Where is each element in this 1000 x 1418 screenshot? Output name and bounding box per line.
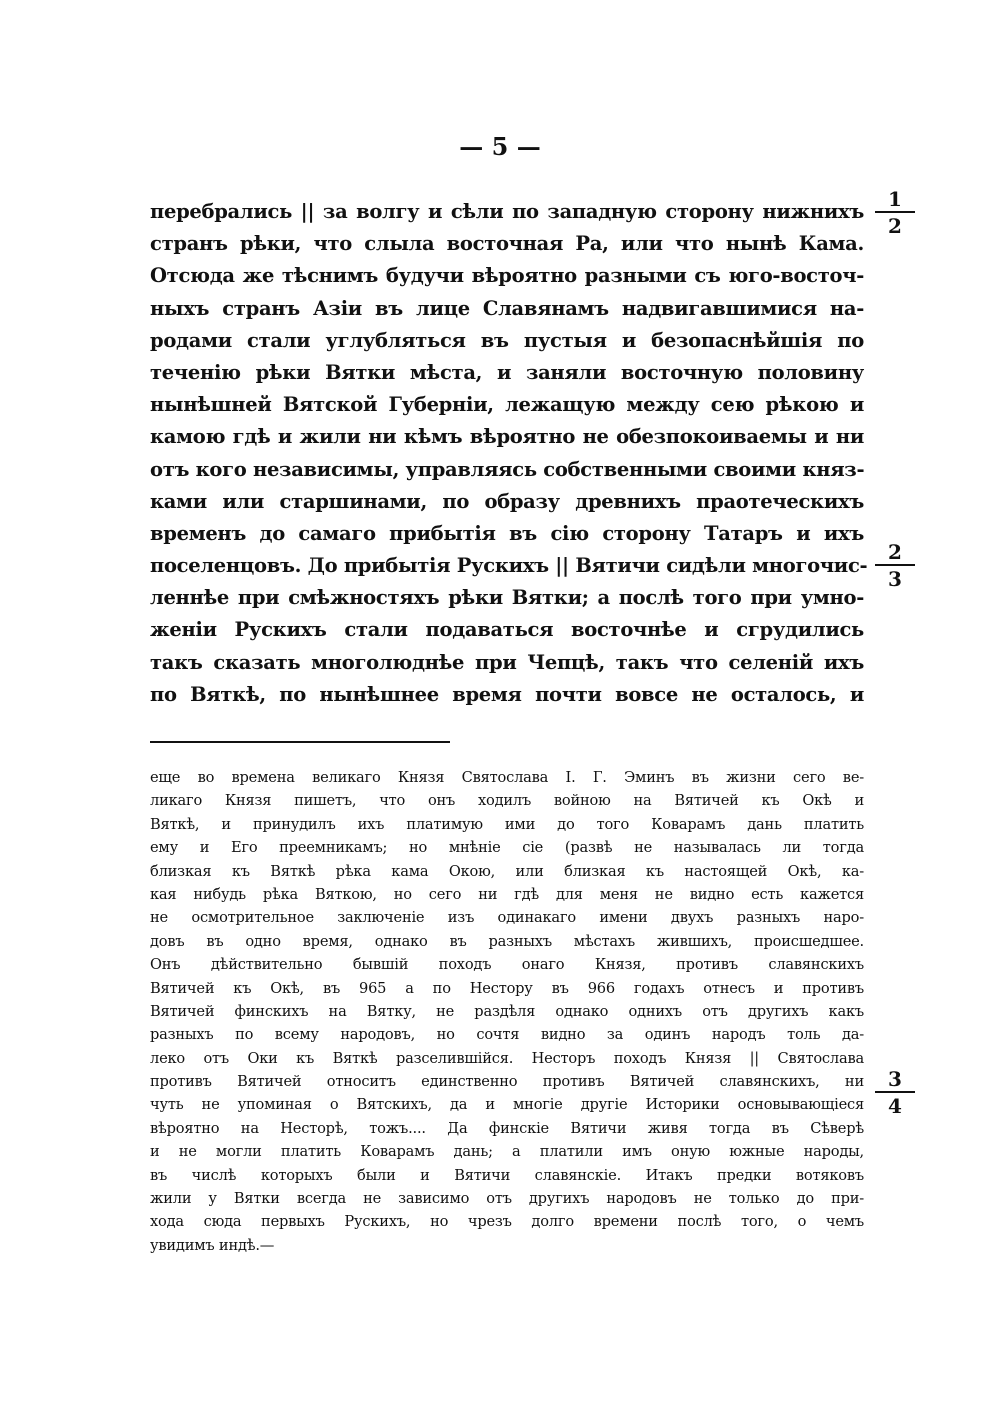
text-line: женіи Рускихъ стали подаваться восточнѣе и сгрудились: [150, 618, 864, 642]
text-line: ныхъ странъ Азіи въ лице Славянамъ надвигавшимися на-: [150, 296, 864, 320]
text-line: Отсюда же тѣснимъ будучи вѣроятно разными съ юго-восточ-: [150, 264, 864, 288]
margin-marker-bar: [875, 211, 915, 213]
footnote-line: въ числѣ которыхъ были и Вятичи славянскіе. Итакъ предки вотяковъ: [150, 1166, 864, 1184]
footnote-line: ликаго Князя пишетъ, что онъ ходилъ войною на Вятичей къ Окѣ и: [150, 792, 864, 810]
margin-marker-bar: [875, 564, 915, 566]
text-line: ками или старшинами, по образу древнихъ праотеческихъ: [150, 489, 864, 513]
margin-marker: [875, 1068, 915, 1117]
text-line: нынѣшней Вятской Губерніи, лежащую между сею рѣкою и: [150, 393, 864, 417]
margin-marker-bottom: 3: [888, 567, 902, 591]
margin-marker-top: 1: [888, 187, 902, 211]
footnote-line: разныхъ по всему народовъ, но сочтя видно за одинъ народъ толь да-: [150, 1026, 864, 1044]
margin-marker-top: 3: [888, 1067, 902, 1091]
page-number: — 5 —: [459, 132, 541, 161]
footnote-line: близкая къ Вяткѣ рѣка кама Окою, или близкая къ настоящей Окѣ, ка-: [150, 862, 864, 880]
text-line: странъ рѣки, что слыла восточная Ра, или что нынѣ Кама.: [150, 232, 864, 256]
footnote-line: Онъ дѣйствительно бывшій походъ онаго Князя, противъ славянскихъ: [150, 956, 864, 974]
footnote-line: Вяткѣ, и принудилъ ихъ платимую ими до того Коварамъ дань платить: [150, 815, 864, 833]
footnote-line: еще во времена великаго Князя Святослава I. Г. Эминъ въ жизни сего ве-: [150, 769, 864, 786]
footnote-line: ему и Его преемникамъ; но мнѣніе сіе (развѣ не называлась ли тогда: [150, 839, 864, 857]
footnote-line: Вятичей къ Окѣ, въ 965 а по Нестору въ 966 годахъ отнесъ и противъ: [150, 979, 864, 997]
text-line: поселенцовъ. До прибытія Рускихъ || Вятичи сидѣли многочис-: [150, 554, 868, 578]
text-line: леннѣе при смѣжностяхъ рѣки Вятки; а послѣ того при умно-: [150, 586, 864, 610]
text-line: по Вяткѣ, по нынѣшнее время почти вовсе не осталось, и: [150, 682, 864, 706]
margin-marker-bottom: 4: [888, 1094, 902, 1118]
footnote-separator-rule: [150, 741, 450, 743]
footnote-line: противъ Вятичей относитъ единственно противъ Вятичей славянскихъ, ни: [150, 1073, 864, 1091]
margin-marker-bottom: 2: [888, 214, 902, 238]
footnote-line: и не могли платить Коварамъ дань; а платили имъ оную южные народы,: [150, 1143, 864, 1161]
footnote-line: чуть не упоминая о Вятскихъ, да и многіе другіе Историки основывающіеся: [150, 1096, 864, 1114]
footnote-line: кая нибудь рѣка Вяткою, но сего ни гдѣ для меня не видно есть кажется: [150, 885, 864, 903]
margin-marker: [875, 541, 915, 590]
text-line: перебрались || за волгу и сѣли по западную сторону нижнихъ: [150, 200, 864, 223]
margin-marker-top: 2: [888, 540, 902, 564]
footnote-line: довъ въ одно время, однако въ разныхъ мѣстахъ жившихъ, происшедшее.: [150, 932, 864, 950]
footnote-line: не осмотрительное заключеніе изъ одинакаго имени двухъ разныхъ наро-: [150, 909, 864, 927]
text-line: временъ до самаго прибытія въ сію сторону Татаръ и ихъ: [150, 521, 864, 545]
footnote-line: леко отъ Оки къ Вяткѣ разселившійся. Несторъ походъ Князя || Святослава: [150, 1049, 864, 1067]
main-text: [150, 196, 868, 711]
footnote: [150, 766, 864, 1257]
text-line: камою гдѣ и жили ни кѣмъ вѣроятно не обезпокоиваемы и ни: [150, 425, 864, 449]
text-line: родами стали углубляться въ пустыя и безопаснѣйшія по: [150, 328, 864, 352]
text-line: такъ сказать многолюднѣе при Чепцѣ, такъ что селеній ихъ: [150, 650, 864, 674]
text-line: отъ кого независимы, управляясь собственными своими княз-: [150, 457, 865, 481]
footnote-line: жили у Вятки всегда не зависимо отъ другихъ народовъ не только до при-: [150, 1190, 864, 1208]
margin-marker: [875, 188, 915, 237]
margin-marker-bar: [875, 1091, 915, 1093]
footnote-line: вѣроятно на Несторѣ, тожъ.... Да финскіе Вятичи живя тогда въ Сѣверѣ: [150, 1119, 864, 1137]
footnote-line: увидимъ индѣ.—: [150, 1236, 275, 1254]
text-line: теченію рѣки Вятки мѣста, и заняли восточную половину: [150, 360, 864, 384]
footnote-line: хода сюда первыхъ Рускихъ, но чрезъ долго времени послѣ того, о чемъ: [150, 1213, 864, 1231]
footnote-line: Вятичей финскихъ на Вятку, не раздѣля однако однихъ отъ другихъ какъ: [150, 1002, 864, 1020]
